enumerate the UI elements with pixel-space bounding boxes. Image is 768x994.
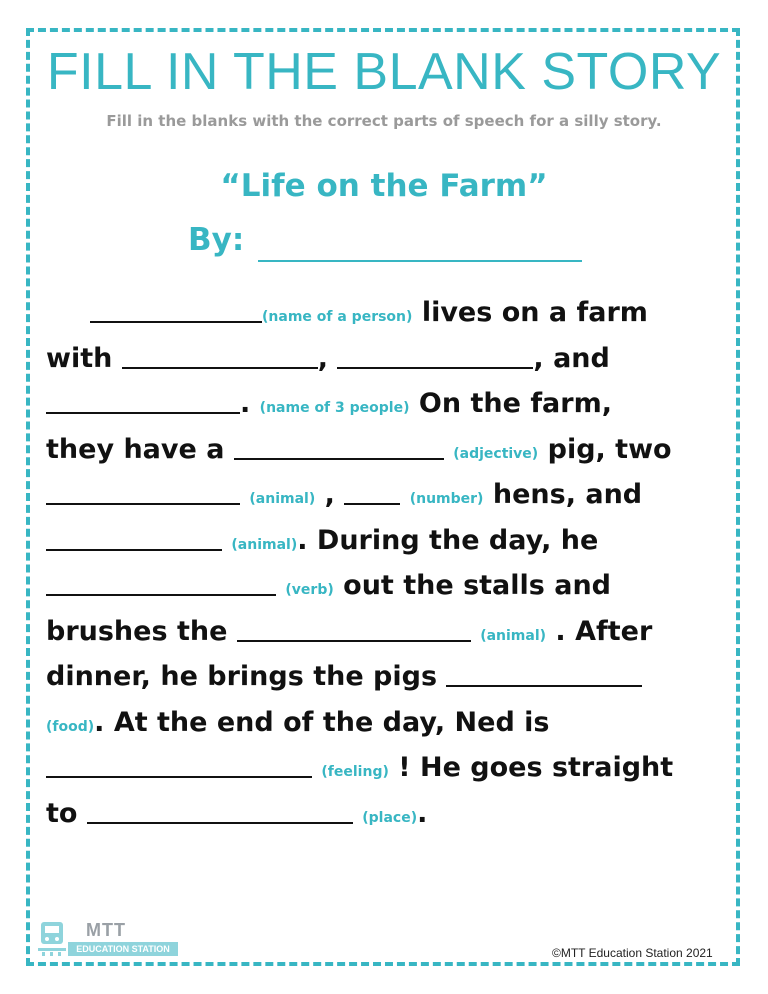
- story-line: [46, 381, 726, 427]
- story-text: . During the day, he: [297, 524, 599, 556]
- story-line: [46, 563, 726, 609]
- answer-blank[interactable]: [46, 481, 240, 505]
- story-text: hens, and: [483, 479, 643, 510]
- part-of-speech-hint: (place): [362, 809, 418, 826]
- story-line: [46, 290, 726, 336]
- page-subtitle: Fill in the blanks with the correct parts of speech for a silly story.: [106, 112, 662, 130]
- part-of-speech-hint: (name of a person): [262, 309, 413, 325]
- story-text: lives on a farm: [412, 297, 648, 328]
- story-text: .: [240, 388, 260, 419]
- story-text: they have a: [46, 433, 234, 465]
- story-text: , and: [533, 342, 610, 374]
- part-of-speech-hint: (animal): [480, 627, 547, 644]
- part-of-speech-hint: (number): [409, 491, 484, 507]
- story-text: out the stalls and: [333, 570, 612, 601]
- part-of-speech-hint: (adjective): [453, 445, 539, 462]
- story-text: [471, 616, 480, 647]
- story-text: [312, 752, 321, 783]
- answer-blank[interactable]: [344, 481, 400, 505]
- story-text: with: [46, 342, 122, 374]
- answer-blank[interactable]: [237, 618, 471, 642]
- story-line: [46, 472, 726, 518]
- part-of-speech-hint: (animal): [231, 536, 298, 553]
- story-text: .: [417, 797, 428, 829]
- story-line: [46, 791, 726, 837]
- answer-blank[interactable]: [337, 345, 533, 369]
- logo-sub-text: EDUCATION STATION: [68, 942, 178, 956]
- story-line: [46, 654, 726, 700]
- answer-blank[interactable]: [87, 800, 353, 824]
- part-of-speech-hint: (verb): [285, 582, 334, 598]
- story-text: to: [46, 797, 87, 829]
- story-text: [444, 434, 453, 465]
- part-of-speech-hint: (animal): [249, 491, 316, 507]
- story-line: [46, 336, 726, 382]
- answer-blank[interactable]: [46, 390, 240, 414]
- part-of-speech-hint: (food): [46, 718, 95, 735]
- story-body: [46, 290, 726, 836]
- train-icon: [38, 918, 66, 958]
- story-text: ,: [315, 479, 345, 510]
- story-title: “Life on the Farm”: [220, 168, 548, 204]
- logo-main-text: MTT: [86, 920, 126, 940]
- story-line: [46, 518, 726, 564]
- story-text: [240, 479, 249, 510]
- copyright-text: ©MTT Education Station 2021: [552, 946, 713, 960]
- story-text: [400, 479, 409, 510]
- answer-blank[interactable]: [90, 299, 262, 323]
- answer-blank[interactable]: [46, 572, 276, 596]
- story-text: [222, 525, 231, 556]
- story-text: ,: [317, 342, 338, 374]
- story-text: brushes the: [46, 615, 237, 647]
- story-text: ! He goes straight: [388, 752, 674, 783]
- answer-blank[interactable]: [46, 754, 312, 778]
- story-text: [353, 798, 362, 829]
- answer-blank[interactable]: [122, 345, 318, 369]
- byline-label: By:: [188, 222, 245, 258]
- answer-blank[interactable]: [234, 436, 444, 460]
- part-of-speech-hint: (feeling): [321, 764, 389, 780]
- answer-blank[interactable]: [46, 527, 222, 551]
- story-line: [46, 609, 726, 655]
- author-blank[interactable]: [258, 260, 582, 262]
- story-line: [46, 427, 726, 473]
- story-text: . After: [546, 615, 653, 647]
- story-text: dinner, he brings the pigs: [46, 661, 447, 692]
- part-of-speech-hint: (name of 3 people): [259, 400, 410, 416]
- story-line: [46, 745, 726, 791]
- story-text: . At the end of the day, Ned is: [94, 706, 550, 738]
- answer-blank[interactable]: [446, 663, 642, 687]
- story-text: pig, two: [538, 433, 672, 465]
- story-line: [46, 700, 726, 746]
- page-title: FILL IN THE BLANK STORY: [46, 43, 722, 101]
- story-text: On the farm,: [409, 388, 612, 419]
- story-text: [276, 570, 285, 601]
